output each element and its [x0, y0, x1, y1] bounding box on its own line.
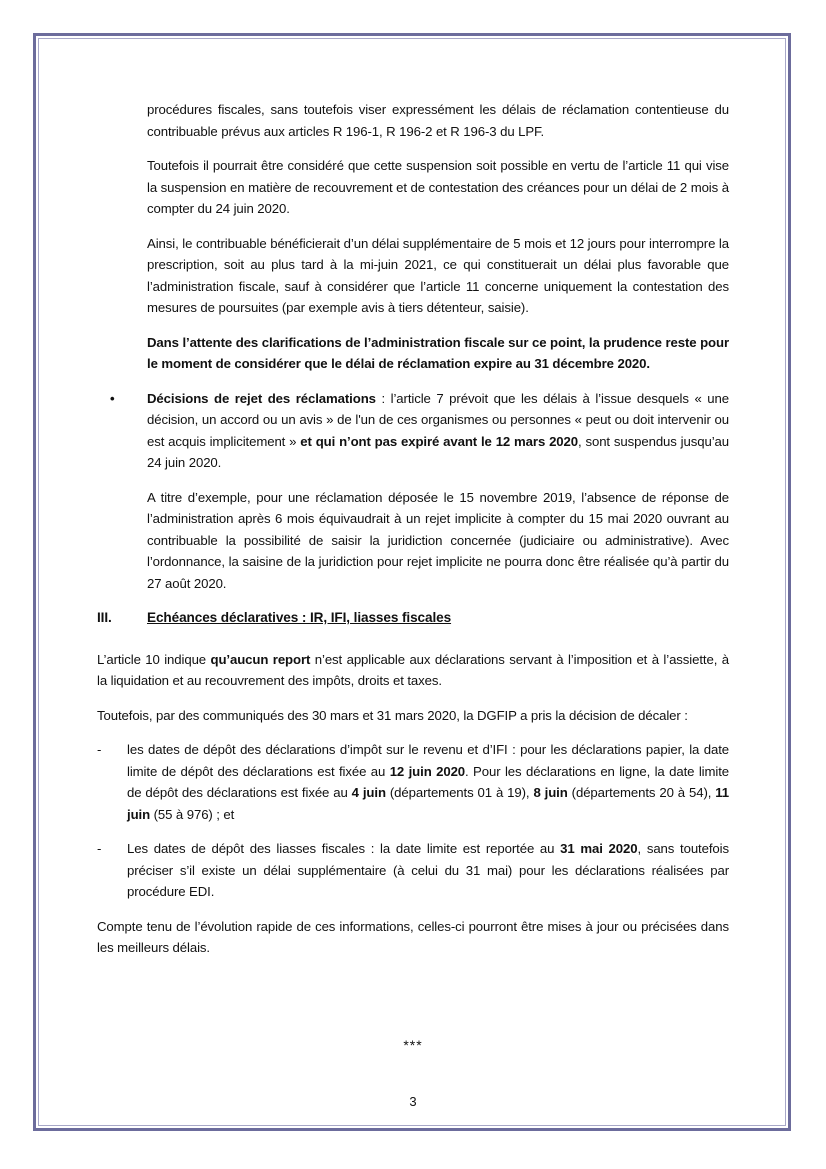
- paragraph-communiques-dgfip: [97, 705, 729, 727]
- page-number: 3: [409, 1094, 417, 1109]
- text-run: , sont suspendus jusqu’au 24 juin 2020.: [147, 433, 729, 470]
- text-run: 8 juin: [533, 785, 568, 800]
- bullet-marker: •: [110, 390, 115, 406]
- dash-marker: -: [97, 742, 102, 757]
- text-run: Ainsi, le contribuable bénéficierait d’un délai supplémentaire de 5 mois et 12 jours pour interrompre la prescription, soit au plus tard à la mi-juin 2021, ce qui constituerait un délai plus favorable que l’administration fiscale, sauf à considérer que l’article 11 concerne uniquement la contestation des mesures de poursuites (par exemple avis à tiers détenteur, saisie).: [147, 235, 729, 315]
- text-run: Toutefois il pourrait être considéré que cette suspension soit possible en vertu de l’article 11 qui vise la suspension en matière de recouvrement et de contestation des créances pour un délai de 2 mois à compter du 24 juin 2020.: [147, 158, 729, 216]
- text-run: Toutefois, par des communiqués des 30 mars et 31 mars 2020, la DGFIP a pris la décision de décaler :: [97, 707, 688, 723]
- paragraph-prudence-31-decembre: [147, 332, 729, 375]
- text-run: , sans toutefois préciser s’il existe un délai supplémentaire (à celui du 31 mai) pour les déclarations réalisées par procédure EDI.: [127, 841, 729, 899]
- text-run: 4 juin: [351, 785, 386, 800]
- text-run: : l’article 7 prévoit que les délais à l’issue desquels « une décision, un accord ou un avis » de l'un de ces organismes ou personnes « peut ou doit intervenir ou est acquis implicitement »: [147, 390, 729, 449]
- text-run: procédures fiscales, sans toutefois viser expressément les délais de réclamation contentieuse du contribuable prévus aux articles R 196-1, R 196-2 et R 196-3 du LPF.: [147, 102, 729, 139]
- dash-item-dates-ir-ifi: [97, 739, 730, 825]
- text-run: Compte tenu de l’évolution rapide de ces informations, celles-ci pourront être mises à jour ou précisées dans les meilleurs délais.: [97, 918, 729, 955]
- paragraph-reclamation-contentieuse: [147, 99, 729, 142]
- text-run: . Pour les déclarations en ligne, la date limite de dépôt des déclarations est fixée au: [127, 763, 729, 800]
- paragraph-exemple-rejet-implicite: [147, 487, 729, 595]
- text-run: (départements 01 à 19),: [385, 785, 534, 800]
- text-run: L’article 10 indique: [97, 651, 211, 667]
- text-run: 11 juin: [127, 785, 730, 822]
- text-run: Décisions de rejet des réclamations: [147, 390, 376, 406]
- text-run: Dans l’attente des clarifications de l’administration fiscale sur ce point, la prudence reste pour le moment de considérer que le délai de réclamation expire au 31 décembre 2020.: [147, 334, 729, 371]
- text-run: les dates de dépôt des déclarations d’impôt sur le revenu et d’IFI : pour les déclarations papier, la date limite de dépôt des déclarations est fixée au: [127, 742, 729, 779]
- text-run: (départements 20 à 54),: [567, 785, 716, 800]
- dash-marker: -: [97, 841, 102, 856]
- paragraph-delai-supplementaire: [147, 233, 729, 319]
- dash-item-liasses-fiscales: [97, 838, 729, 903]
- paragraph-suspension-article-11: [147, 155, 729, 220]
- document-body: [97, 99, 729, 972]
- end-separator: ***: [403, 1037, 423, 1053]
- section-heading-echeances-declaratives: [97, 607, 729, 629]
- text-run: qu’aucun report: [210, 651, 311, 667]
- text-run: Les dates de dépôt des liasses fiscales : la date limite est reportée au: [127, 841, 561, 856]
- text-run: 12 juin 2020: [389, 763, 466, 779]
- section-title: Echéances déclaratives : IR, IFI, liasses fiscales: [147, 610, 452, 625]
- text-run: 31 mai 2020: [560, 841, 638, 856]
- text-run: (55 à 976) ; et: [150, 806, 235, 822]
- paragraph-article-10-aucun-report: [97, 649, 729, 692]
- text-run: et qui n’ont pas expiré avant le 12 mars 2020: [300, 433, 579, 449]
- paragraph-evolution-informations: [97, 916, 729, 959]
- text-run: A titre d’exemple, pour une réclamation déposée le 15 novembre 2019, l’absence de réponse de l’administration après 6 mois équivaudrait à un rejet implicite à compter du 15 mai 2020 ouvrant au contribuable la possibilité de saisir la juridiction concernée (judiciaire ou administrative). Avec l’ordonnance, la saisine de la juridiction pour rejet implicite ne pourra donc être réalisée qu’à partir du 27 août 2020.: [147, 489, 729, 591]
- section-numeral: III.: [97, 610, 112, 625]
- bullet-item-decisions-rejet: [110, 388, 729, 474]
- text-run: n’est applicable aux déclarations servant à l’imposition et à l’assiette, à la liquidation et au recouvrement des impôts, droits et taxes.: [97, 651, 729, 688]
